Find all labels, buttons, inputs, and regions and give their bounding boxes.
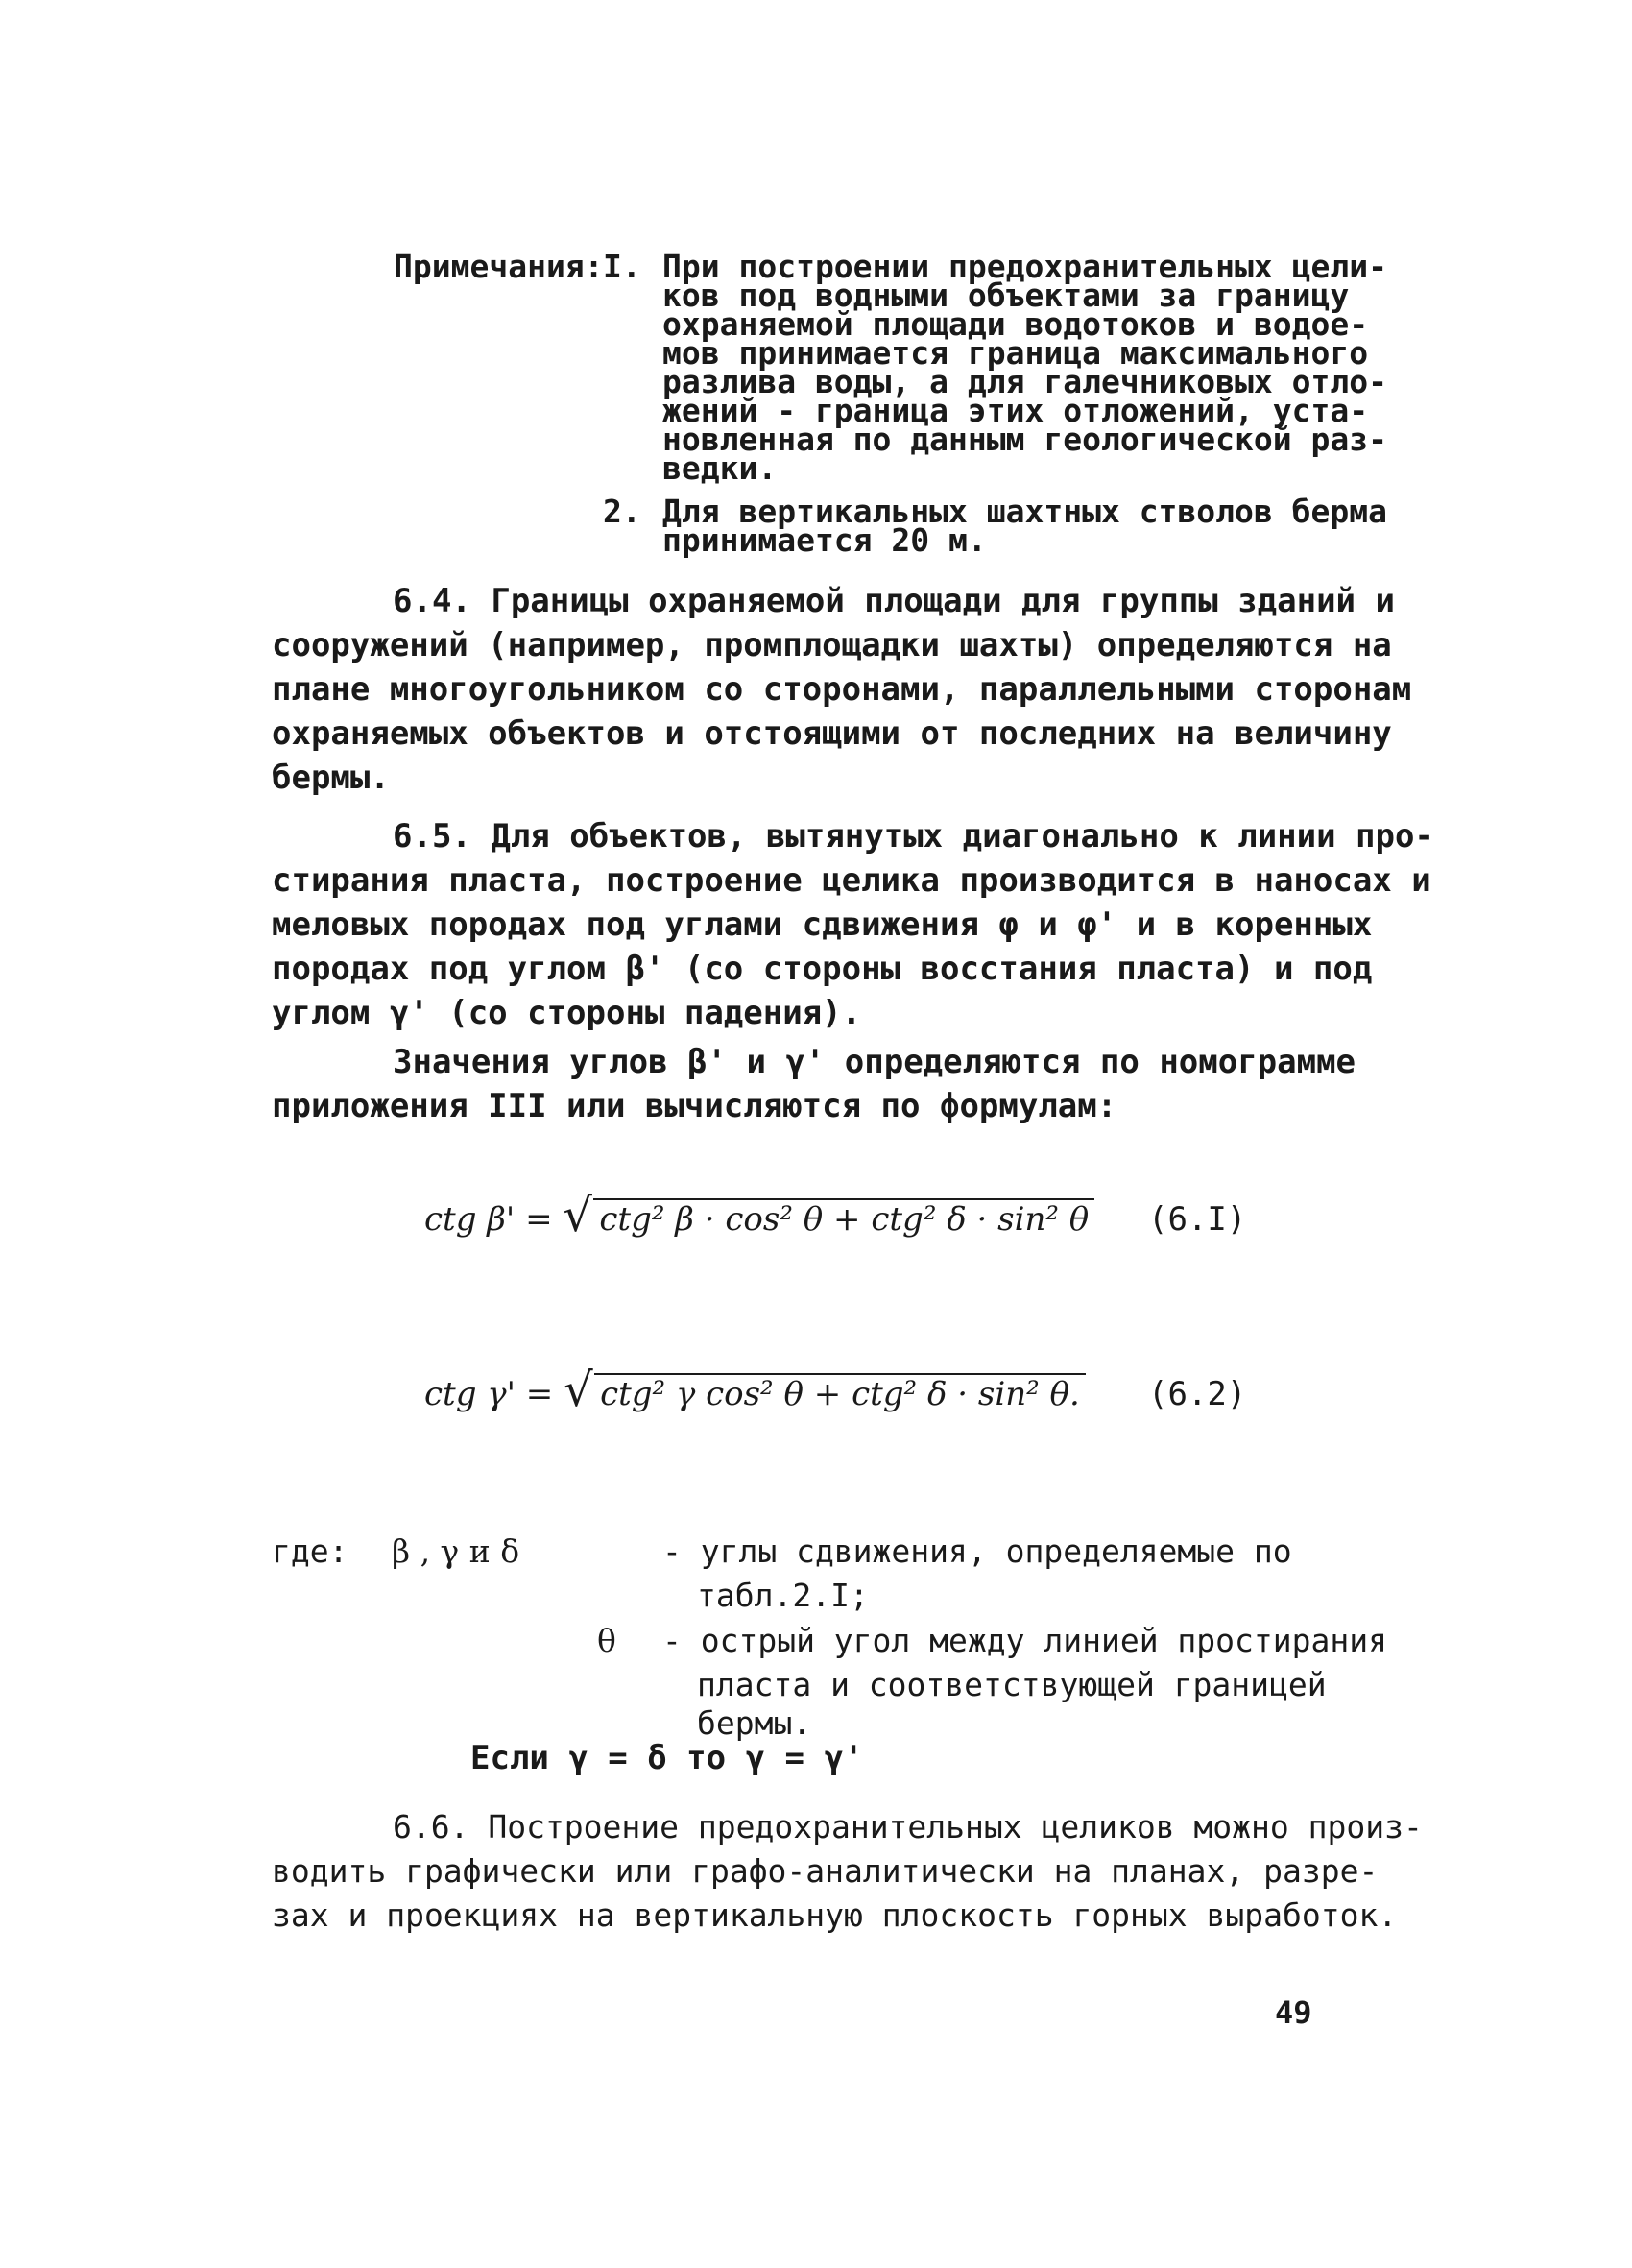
text-line: плане многоугольником со сторонами, параллельными сторонам (272, 670, 1412, 709)
note-1-line: новленная по данным геологической раз- (662, 421, 1387, 458)
where-label: где: (272, 1532, 348, 1570)
formula-lhs: ctg γ' = (424, 1375, 554, 1413)
text-line: 6.4. Границы охраняемой площади для группы зданий и (393, 582, 1395, 620)
note-1-line: мов принимается граница максимального (662, 334, 1369, 372)
where-def-2 (662, 1619, 1387, 1740)
formula-6-2 (424, 1371, 1086, 1417)
page-number: 49 (1275, 1994, 1312, 2031)
text-line: 6.6. Построение предохранительных целиков можно произ- (393, 1808, 1423, 1846)
where-def-1 (662, 1530, 1292, 1618)
notes-label: Примечания: (394, 248, 604, 285)
text-line: углом γ' (со стороны падения). (272, 994, 862, 1032)
square-root (563, 1196, 1094, 1243)
paragraph-6-5 (272, 814, 1434, 1035)
radicand: ctg² γ cos² θ + ctg² δ · sin² θ. (594, 1373, 1086, 1413)
text-line: бермы. (272, 759, 390, 797)
definition-line: бермы. (697, 1704, 812, 1742)
text-line: 6.5. Для объектов, вытянутых диагонально к линии про- (393, 817, 1434, 856)
note-number-1: I. (603, 248, 641, 285)
note-2-text (662, 493, 1387, 559)
note-1-line: ведки. (662, 449, 778, 487)
note-2-line: Для вертикальных шахтных стволов берма (662, 493, 1387, 530)
note-1-line: жений - граница этих отложений, уста- (662, 392, 1369, 429)
paragraph-6-5-angles (272, 1040, 1356, 1128)
note-number-2: 2. (603, 493, 641, 530)
where-symbols-1: β , γ и δ (392, 1532, 520, 1570)
text-line: зах и проекциях на вертикальную плоскость горных выработок. (272, 1896, 1398, 1934)
note-1-line: охраняемой площади водотоков и водое- (662, 305, 1369, 343)
equation-number-6-2: (6.2) (1148, 1375, 1247, 1413)
where-symbol-2: θ (597, 1622, 616, 1659)
equation-number-6-1: (6.I) (1148, 1200, 1247, 1239)
definition-line: - углы сдвижения, определяемые по (662, 1532, 1292, 1570)
text-line: приложения III или вычисляются по формулам: (272, 1087, 1117, 1125)
note-1-line: разлива воды, а для галечниковых отло- (662, 363, 1387, 400)
text-line: породах под углом β' (со стороны восстания пласта) и под (272, 950, 1373, 988)
text-line: Значения углов β' и γ' определяются по номограмме (393, 1043, 1356, 1081)
text-line: охраняемых объектов и отстоящими от последних на величину (272, 714, 1392, 753)
text-line: меловых породах под углами сдвижения φ и φ' и в коренных (272, 905, 1373, 944)
definition-line: пласта и соответствующей границей (697, 1666, 1327, 1703)
paragraph-6-4 (272, 579, 1411, 800)
note-1-line: ков под водными объектами за границу (662, 277, 1350, 314)
formula-lhs: ctg β' = (424, 1200, 553, 1239)
square-root (564, 1371, 1086, 1417)
note-1-text (662, 248, 1387, 487)
formula-6-1 (424, 1196, 1094, 1243)
note-1-line: При построении предохранительных цели- (662, 248, 1387, 285)
radicand: ctg² β · cos² θ + ctg² δ · sin² θ (593, 1198, 1094, 1239)
definition-line: табл.2.I; (697, 1577, 869, 1614)
note-2-line: принимается 20 м. (662, 521, 987, 559)
paragraph-6-6 (272, 1805, 1423, 1938)
condition-line: Если γ = δ то γ = γ' (470, 1739, 864, 1777)
text-line: стирания пласта, построение целика производится в наносах и (272, 861, 1431, 900)
definition-line: - острый угол между линией простирания (662, 1622, 1387, 1659)
text-line: водить графически или графо-аналитически на планах, разре- (272, 1852, 1379, 1890)
text-line: сооружений (например, промплощадки шахты) определяются на (272, 626, 1392, 664)
